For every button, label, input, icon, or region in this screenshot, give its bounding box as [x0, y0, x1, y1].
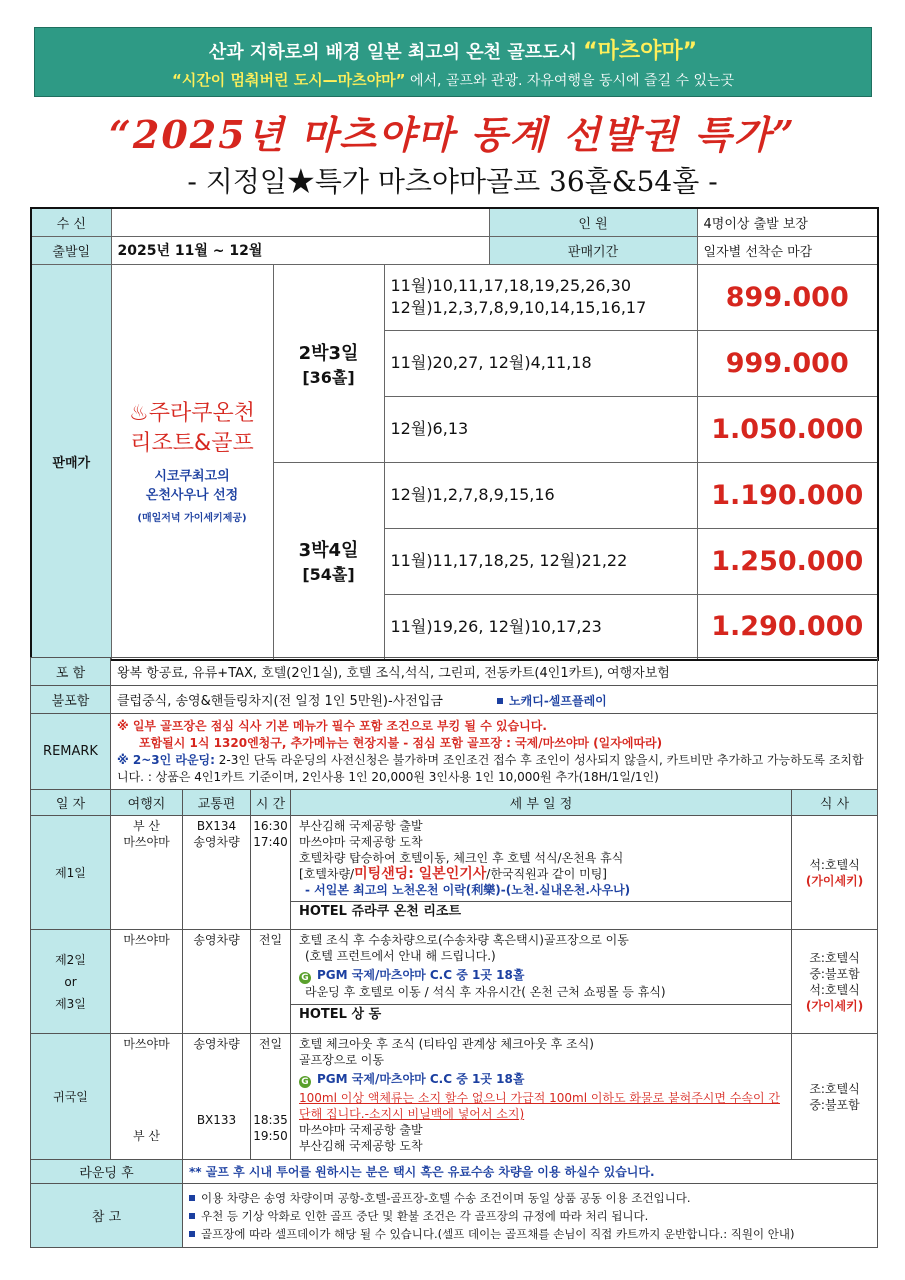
list-item: 골프장에 따라 셀프데이가 해당 될 수 있습니다.(셀프 데이는 골프채를 손님이 직접 카트까지 운반합니다.: 직원이 안내) — [189, 1225, 871, 1243]
excludes-label: 불포함 — [31, 686, 111, 714]
dates-cell: 11월)10,11,17,18,19,25,26,30 12월)1,2,3,7,8,9,10,14,15,16,17 — [384, 264, 697, 330]
schedule-day1: 제1일 부 산 마쓰야마 BX134 송영차량 16:30 17:40 부산김해 국제공항 출발 마쓰야마 국제공항 도착 호텔차량 탑승하여 호텔이동, 체크인 후 호텔 석식/온천욕 휴식 [호텔차량/미팅샌딩: 일본인기사/한국직원과 같이 미팅] - 서일본 최고의 노천온천 이락(利樂)-(노천.실내온천.사우나) HOTEL 쥬라쿠 온천 리조트 석:호텔식 (가이세키) — [31, 816, 878, 930]
golf-course: G PGM 국제/마츠야마 C.C 중 1곳 18홀 — [299, 1071, 783, 1088]
golf-icon: G — [299, 972, 311, 984]
package-3n4d: 3박4일 [54홀] — [273, 462, 384, 660]
schedule-day2: 제2일 or 제3일 마쓰야마 송영차량 전일 호텔 조식 후 수송차량으로(수송차량 혹은택시)골프장으로 이동 (호텔 프런트에서 안내 해 드립니다.) G PGM 국제/마츠야마 C.C 중 1곳 18홀 라운딩 후 호텔로 이동 / 석식 후 자유시간( 온천 근처 쇼핑몰 등 휴식) HOTEL 상 동 조:호텔식 중:불포함 석:호텔식 (가이세키) — [31, 930, 878, 1034]
notes-list — [183, 1184, 878, 1248]
day1-label: 제1일 — [31, 816, 111, 930]
includes-value: 왕복 항공료, 유류+TAX, 호텔(2인1실), 호텔 조식,석식, 그린피, 전동카트(4인1카트), 여행자보험 — [111, 658, 878, 686]
day2-hotel: HOTEL 상 동 — [291, 1004, 791, 1025]
col-transport: 교통편 — [183, 790, 251, 816]
golf-icon: G — [299, 1076, 311, 1088]
price-cell: 1.250.000 — [697, 528, 878, 594]
resort-note: (매일저녁 가이세키제공) — [137, 513, 247, 525]
after-round-label: 라운딩 후 — [31, 1160, 183, 1184]
price-cell: 1.190.000 — [697, 462, 878, 528]
sale-price-label: 판매가 — [31, 264, 111, 660]
price-cell: 999.000 — [697, 330, 878, 396]
banner-line1: 산과 지하로의 배경 일본 최고의 온천 골프도시 “마츠야마” — [208, 39, 698, 64]
list-item: 이용 차량은 송영 차량이며 공항-호텔-골프장-호텔 수송 조건이며 동일 상품 공동 이용 조건입니다. — [189, 1189, 871, 1207]
people-label: 인 원 — [489, 208, 697, 236]
day3-detail: 호텔 체크아웃 후 조식 (티타임 관계상 체크아웃 후 조식) 골프장으로 이동 G PGM 국제/마츠야마 C.C 중 1곳 18홀 100ml 이상 액체류는 소지 할수 없으니 가급적 100ml 이하도 화물로 붙혀주시면 수속이 간단해 집니다.-소지시 비닐백에 넣어서 소지) 마쓰야마 국제공항 출발 부산김해 국제공항 도착 — [291, 1034, 792, 1160]
after-round-text: ** 골프 후 시내 투어를 원하시는 분은 택시 혹은 유료수송 차량을 이용 하실수 있습니다. — [183, 1160, 878, 1184]
dates-cell: 11월)11,17,18,25, 12월)21,22 — [384, 528, 697, 594]
banner-city: “마츠야마” — [583, 39, 698, 64]
dates-cell: 11월)19,26, 12월)10,17,23 — [384, 594, 697, 660]
depart-label: 출발일 — [31, 236, 111, 264]
remark-text: ※ 일부 골프장은 점심 식사 기본 메뉴가 필수 포함 조건으로 부킹 될 수 있습니다. 포함될시 1식 1320엔청구, 추가메뉴는 현장지불 - 점심 포함 골프장 : 국제/마쓰야마 (일자에따라) ※ 2~3인 라운딩: 2-3인 단독 라운딩의 사전신청은 불가하며 조인조건 접수 후 조인이 성사되지 않을시, 카트비만 추가하고 가능하도록 조치합니다. : 상품은 4인1카트 기준이며, 2인사용 1인 20,000원 3인사용 1인 10,000원 추가(18H/1일/1인) — [111, 714, 878, 790]
resort-desc-line2: 온천사우나 선정 — [145, 488, 239, 504]
col-meal: 식 사 — [792, 790, 878, 816]
bullet-icon — [189, 1213, 195, 1219]
excludes-value: 클럽중식, 송영&핸들링차지(전 일정 1인 5만원)-사전입금 노캐디-셀프플레이 — [111, 686, 878, 714]
col-detail: 세 부 일 정 — [291, 790, 792, 816]
page-subtitle: - 지정일★특가 마츠야마골프 36홀&54홀 - — [187, 165, 718, 198]
day1-detail: 부산김해 국제공항 출발 마쓰야마 국제공항 도착 호텔차량 탑승하여 호텔이동, 체크인 후 호텔 석식/온천욕 휴식 [호텔차량/미팅샌딩: 일본인기사/한국직원과 같이 미팅] - 서일본 최고의 노천온천 이락(利樂)-(노천.실내온천.사우나) HOTEL 쥬라쿠 온천 리조트 — [291, 816, 792, 930]
remark-label: REMARK — [31, 714, 111, 790]
period-value: 일자별 선착순 마감 — [697, 236, 878, 264]
col-day: 일 자 — [31, 790, 111, 816]
banner-line2: “시간이 멈춰버린 도시—마츠야마” 에서, 골프와 관광. 자유여행을 동시에 즐길 수 있는곳 — [171, 71, 735, 89]
header-banner — [34, 27, 872, 97]
dates-cell: 11월)20,27, 12월)4,11,18 — [384, 330, 697, 396]
includes-label: 포 함 — [31, 658, 111, 686]
dates-cell: 12월)6,13 — [384, 396, 697, 462]
people-value: 4명이상 출발 보장 — [697, 208, 878, 236]
dates-cell: 12월)1,2,7,8,9,15,16 — [384, 462, 697, 528]
schedule-day3: 귀국일 마쓰야마 부 산 송영차량 BX133 전일 18:35 19:50 호텔 체크아웃 후 조식 (티타임 관계상 체크아웃 후 조식) 골프장으로 이동 G PGM 국제/마츠야마 C.C 중 1곳 18홀 100ml 이상 액체류는 소지 할수 없으니 가급적 100ml 이하도 화물로 붙혀주시면 수속이 간단해 집니다.-소지시 비닐백에 넣어서 소지) 마쓰야마 국제공항 출발 부산김해 국제공항 도착 조:호텔식 중:불포함 — [31, 1034, 878, 1160]
resort-desc-line1: 시코쿠최고의 — [154, 469, 230, 485]
resort-name-line2: 리조트&골프 — [130, 431, 254, 457]
depart-value: 2025년 11월 ~ 12월 — [111, 236, 489, 264]
recipient-value — [111, 208, 489, 236]
col-time: 시 간 — [251, 790, 291, 816]
page-title: “2025년 마츠야마 동계 선발권 특가” — [109, 112, 796, 157]
price-cell: 1.290.000 — [697, 594, 878, 660]
day1-hotel: HOTEL 쥬라쿠 온천 리조트 — [291, 901, 791, 922]
list-item: 우천 등 기상 악화로 인한 골프 중단 및 환불 조건은 각 골프장의 규정에 따라 처리 됩니다. — [189, 1207, 871, 1225]
golf-course: G PGM 국제/마츠야마 C.C 중 1곳 18홀 — [299, 967, 783, 984]
bullet-icon — [189, 1195, 195, 1201]
bullet-icon — [497, 698, 503, 704]
notes-label: 참 고 — [31, 1184, 183, 1248]
period-label: 판매기간 — [489, 236, 697, 264]
day2-detail: 호텔 조식 후 수송차량으로(수송차량 혹은택시)골프장으로 이동 (호텔 프런트에서 안내 해 드립니다.) G PGM 국제/마츠야마 C.C 중 1곳 18홀 라운딩 후 호텔로 이동 / 석식 후 자유시간( 온천 근처 쇼핑몰 등 휴식) HOTEL 상 동 — [291, 930, 792, 1034]
no-caddie-note: 노캐디-셀프플레이 — [497, 694, 607, 708]
price-table — [30, 207, 879, 661]
price-cell: 899.000 — [697, 264, 878, 330]
price-cell: 1.050.000 — [697, 396, 878, 462]
package-2n3d: 2박3일 [36홀] — [273, 264, 384, 462]
resort-name-line1: ♨주라쿠온천 — [129, 401, 255, 427]
details-table — [30, 657, 878, 1248]
recipient-label: 수 신 — [31, 208, 111, 236]
liquid-notice: 100ml 이상 액체류는 소지 할수 없으니 가급적 100ml 이하도 화물로 붙혀주시면 수속이 간단해 집니다.-소지시 비닐백에 넣어서 소지) — [299, 1091, 780, 1121]
col-place: 여행지 — [111, 790, 183, 816]
resort-cell — [111, 264, 273, 660]
bullet-icon — [189, 1231, 195, 1237]
